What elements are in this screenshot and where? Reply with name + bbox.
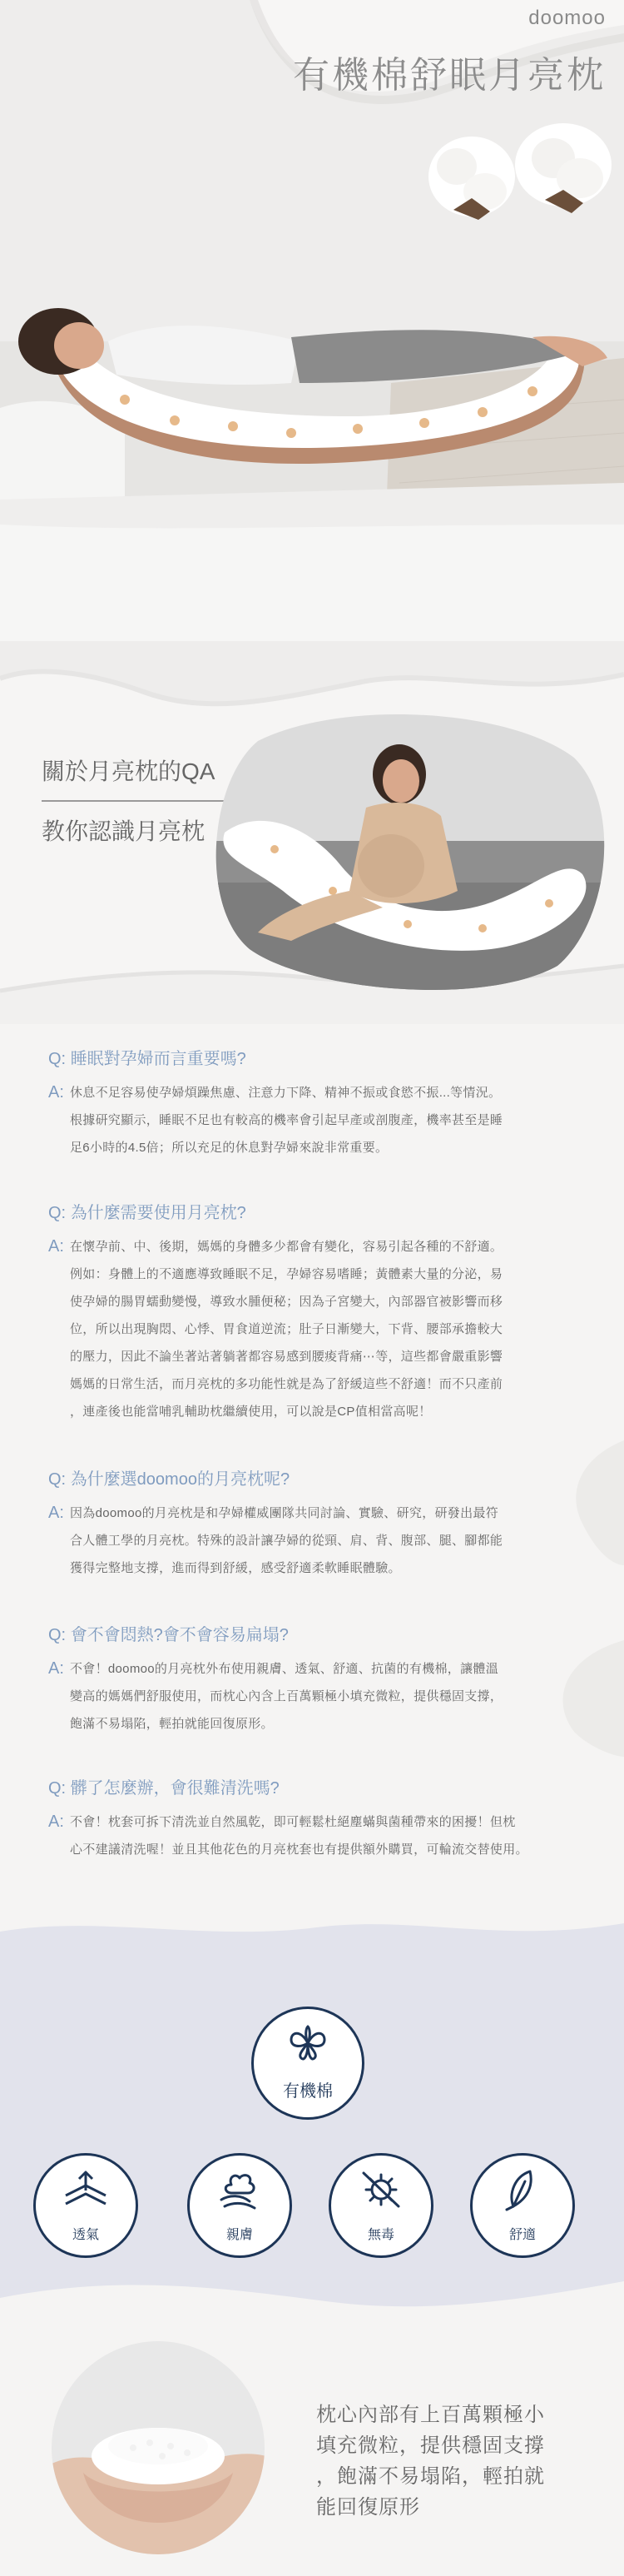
qa-item-5 — [48, 1778, 597, 1863]
answer-4: A: 不會！doomoo的月亮枕外布使用親膚、透氣、舒適、抗菌的有機棉，讓體溫 變高的媽媽們舒服使用，而枕心內含上百萬顆極小填充微粒，提供穩固支撐， 飽滿不易塌陷，輕拍就能回復原形。 — [48, 1659, 503, 1731]
comfort-feather-icon — [502, 2168, 543, 2211]
answer-3: A: 因為doomoo的月亮枕是和孕婦權威團隊共同討論、實驗、研究，研發出最符 合人體工學的月亮枕。特殊的設計讓孕婦的從頸、肩、背、腹部、腿、腳都能 獲得完整地支撐，進而得到舒緩，感受舒適柔軟睡眠體驗。 — [48, 1504, 503, 1575]
pregnant-woman-image — [208, 708, 607, 991]
qa-intro-section — [0, 658, 624, 1024]
qa-list-section — [0, 1024, 624, 1907]
feature-main-circle — [251, 2007, 364, 2120]
filling-section — [0, 2323, 624, 2576]
hero-section — [0, 0, 624, 658]
answer-5: A: 不會！枕套可拆下清洗並自然風乾，即可輕鬆杜絕塵蟎與菌種帶來的困擾！但枕 心不建議清洗喔！並且其他花色的月亮枕套也有提供額外購買，可輪流交替使用。 — [48, 1813, 528, 1857]
skin-friendly-icon — [216, 2170, 263, 2210]
feature-circle-skin-friendly: 親膚 — [187, 2153, 292, 2258]
qa-item-1 — [48, 1049, 597, 1161]
feature-skin-friendly — [187, 2153, 295, 2261]
qa-subtitle: 教你認識月亮枕 — [42, 818, 206, 844]
non-toxic-icon — [359, 2170, 404, 2210]
cotton-balls-icon — [420, 117, 620, 233]
feature-circle-non-toxic: 無毒 — [329, 2153, 433, 2258]
feature-non-toxic — [329, 2153, 437, 2261]
cotton-icon — [285, 2025, 331, 2066]
sleeping-woman-image — [0, 250, 624, 641]
feature-circle-comfort: 舒適 — [470, 2153, 575, 2258]
qa-item-3 — [48, 1470, 597, 1582]
brand-logo: doomoo — [528, 7, 606, 29]
feature-main-label: 有機棉 — [283, 2082, 333, 2101]
qa-heading — [42, 753, 233, 847]
hero-title: 有機棉舒眠月亮枕 — [293, 55, 606, 96]
hands-holding-beads-image — [50, 2340, 266, 2556]
features-section — [0, 1907, 624, 2323]
qa-item-2 — [48, 1203, 597, 1425]
feature-circle-breathable: 透氣 — [33, 2153, 138, 2258]
question-4: Q: 會不會悶熱?會不會容易扁塌? — [48, 1626, 289, 1644]
qa-divider — [42, 800, 225, 802]
qa-item-4 — [48, 1625, 597, 1738]
question-5: Q: 髒了怎麼辦，會很難清洗嗎? — [48, 1779, 280, 1798]
filling-description: 枕心內部有上百萬顆極小 填充微粒，提供穩固支撐 ，飽滿不易塌陷，輕拍就 能回復原形 — [316, 2404, 545, 2519]
feature-breathable — [33, 2153, 141, 2261]
question-3: Q: 為什麼選doomoo的月亮枕呢? — [48, 1470, 290, 1489]
question-1: Q: 睡眠對孕婦而言重要嗎? — [48, 1050, 246, 1068]
answer-1: A: 休息不足容易使孕婦煩躁焦慮、注意力下降、精神不振或食慾不振...等情況。 根據研究顯示，睡眠不足也有較高的機率會引起早產或剖腹產，機率甚至是睡 足6小時的4.5倍；所以充足的休息對孕婦來說非常重要。 — [48, 1083, 503, 1155]
qa-title: 關於月亮枕的QA — [42, 758, 215, 784]
feature-comfort — [470, 2153, 578, 2261]
question-2: Q: 為什麼需要使用月亮枕? — [48, 1204, 246, 1222]
answer-2: A: 在懷孕前、中、後期，媽媽的身體多少都會有變化，容易引起各種的不舒適。 例如：身體上的不適應導致睡眠不足，孕婦容易嗜睡；黃體素大量的分泌，易 使孕婦的腸胃蠕動變慢，導致水腫便秘；因為子宮變大，內部器官被影響而移 位，所以出現胸悶、心悸、胃食道逆流；肚子日漸變大，下背、腰部承擔較大 的壓力，因此不論坐著站著躺著都容易感到腰痠背痛⋯等，這些都會嚴重影響 媽媽的日常生活，而月亮枕的多功能性就是為了舒緩這些不舒適！而不只產前 ，連產後也能當哺乳輔助枕繼續使用，可以說是CP值相當高呢！ — [48, 1237, 503, 1419]
feature-organic-cotton — [241, 2007, 374, 2140]
breathable-icon — [62, 2171, 109, 2209]
